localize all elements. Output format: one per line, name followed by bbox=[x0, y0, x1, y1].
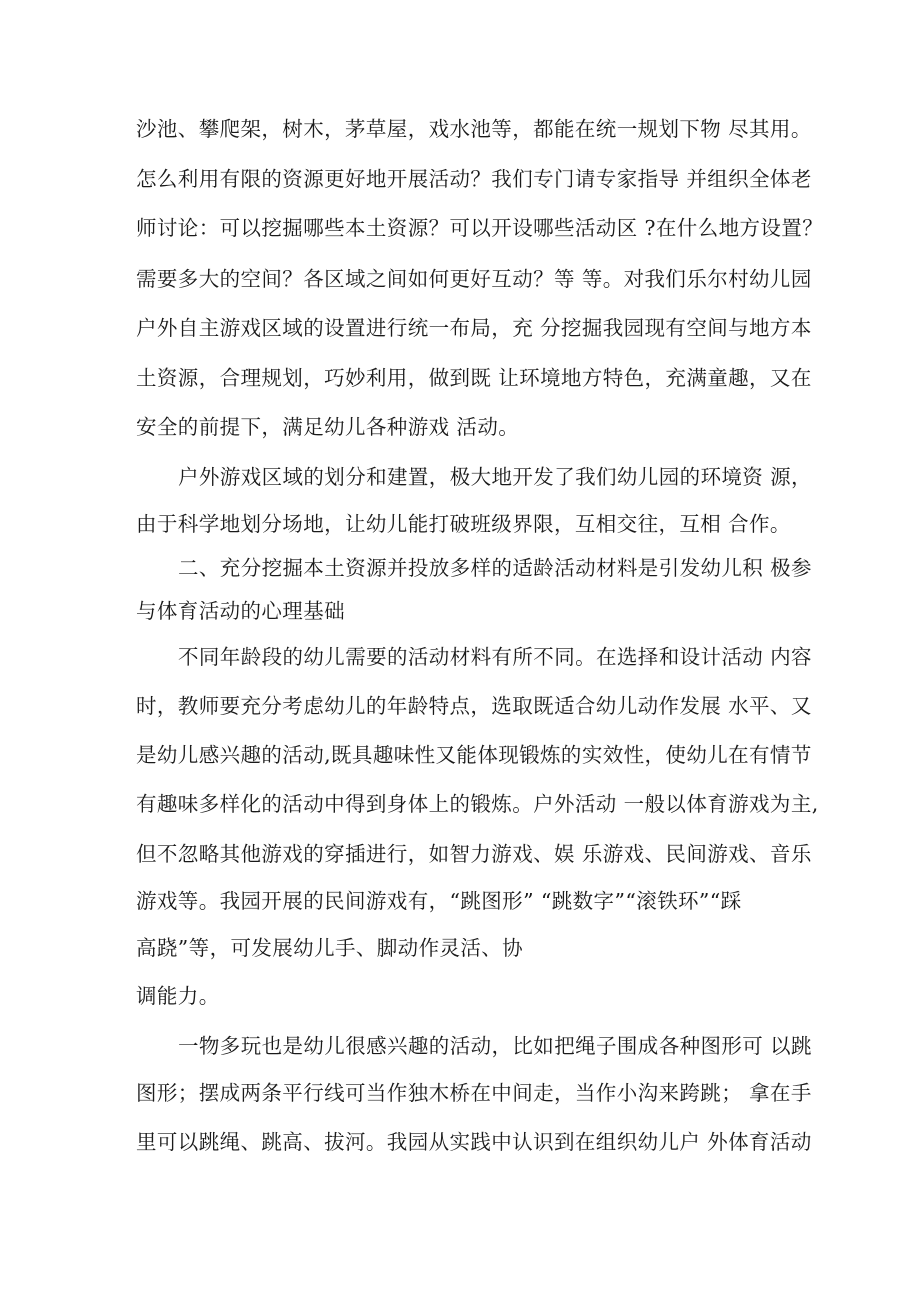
text-line: 沙池、攀爬架，树木，茅草屋，戏水池等，都能在统一规划下物 尽其用。 bbox=[136, 117, 812, 141]
text-line: 师讨论：可以挖掘哪些本土资源？可以开设哪些活动区 ?在什么地方设置？ bbox=[136, 216, 824, 240]
paragraph-first-line: 户外游戏区域的划分和建置，极大地开发了我们幼儿园的环境资 源， bbox=[178, 465, 812, 489]
text-line: 需要多大的空间？各区域之间如何更好互动？等 等。对我们乐尔村幼儿园 bbox=[136, 267, 812, 291]
text-line: 安全的前提下，满足幼儿各种游戏 活动。 bbox=[136, 415, 520, 439]
text-line: 土资源，合理规划，巧妙利用，做到既 让环境地方特色，充满童趣，又在 bbox=[136, 366, 812, 390]
paragraph-first-line: 一物多玩也是幼儿很感兴趣的活动，比如把绳子围成各种图形可 以跳 bbox=[178, 1034, 812, 1058]
text-line: 游戏等。我园开展的民间游戏有，“跳图形” “跳数字”“滚铁环”“踩 bbox=[136, 889, 742, 913]
text-line: 由于科学地划分场地，让幼儿能打破班级界限，互相交往，互相 合作。 bbox=[136, 512, 791, 536]
paragraph-first-line: 不同年龄段的幼儿需要的活动材料有所不同。在选择和设计活动 内容 bbox=[178, 645, 812, 669]
text-line: 图形；摆成两条平行线可当作独木桥在中间走，当作小沟来跨跳； 拿在手 bbox=[136, 1081, 812, 1105]
text-line: 户外自主游戏区域的设置进行统一布局，充 分挖掘我园现有空间与地方本 bbox=[136, 316, 812, 340]
text-line: 高跷”等，可发展幼儿手、脚动作灵活、协 bbox=[136, 936, 524, 960]
text-line: 时，教师要充分考虑幼儿的年龄特点，选取既适合幼儿动作发展 水平、又 bbox=[136, 694, 812, 718]
text-line: 有趣味多样化的活动中得到身体上的锻炼。户外活动 一般以体育游戏为主, bbox=[136, 792, 819, 816]
text-line: 但不忽略其他游戏的穿插进行，如智力游戏、娱 乐游戏、民间游戏、音乐 bbox=[136, 842, 812, 866]
text-line: 是幼儿感兴趣的活动,既具趣味性又能体现锻炼的实效性，使幼儿在有情节 bbox=[136, 743, 812, 767]
text-line: 怎么利用有限的资源更好地开展活动？我们专门请专家指导 并组织全体老 bbox=[136, 167, 812, 191]
section-heading-line: 二、充分挖掘本土资源并投放多样的适龄活动材料是引发幼儿积 极参 bbox=[178, 556, 812, 580]
text-line: 里可以跳绳、跳高、拔河。我园从实践中认识到在组织幼儿户 外体育活动 bbox=[136, 1130, 812, 1154]
text-line: 调能力。 bbox=[136, 984, 220, 1008]
section-heading-line: 与体育活动的心理基础 bbox=[136, 599, 345, 623]
